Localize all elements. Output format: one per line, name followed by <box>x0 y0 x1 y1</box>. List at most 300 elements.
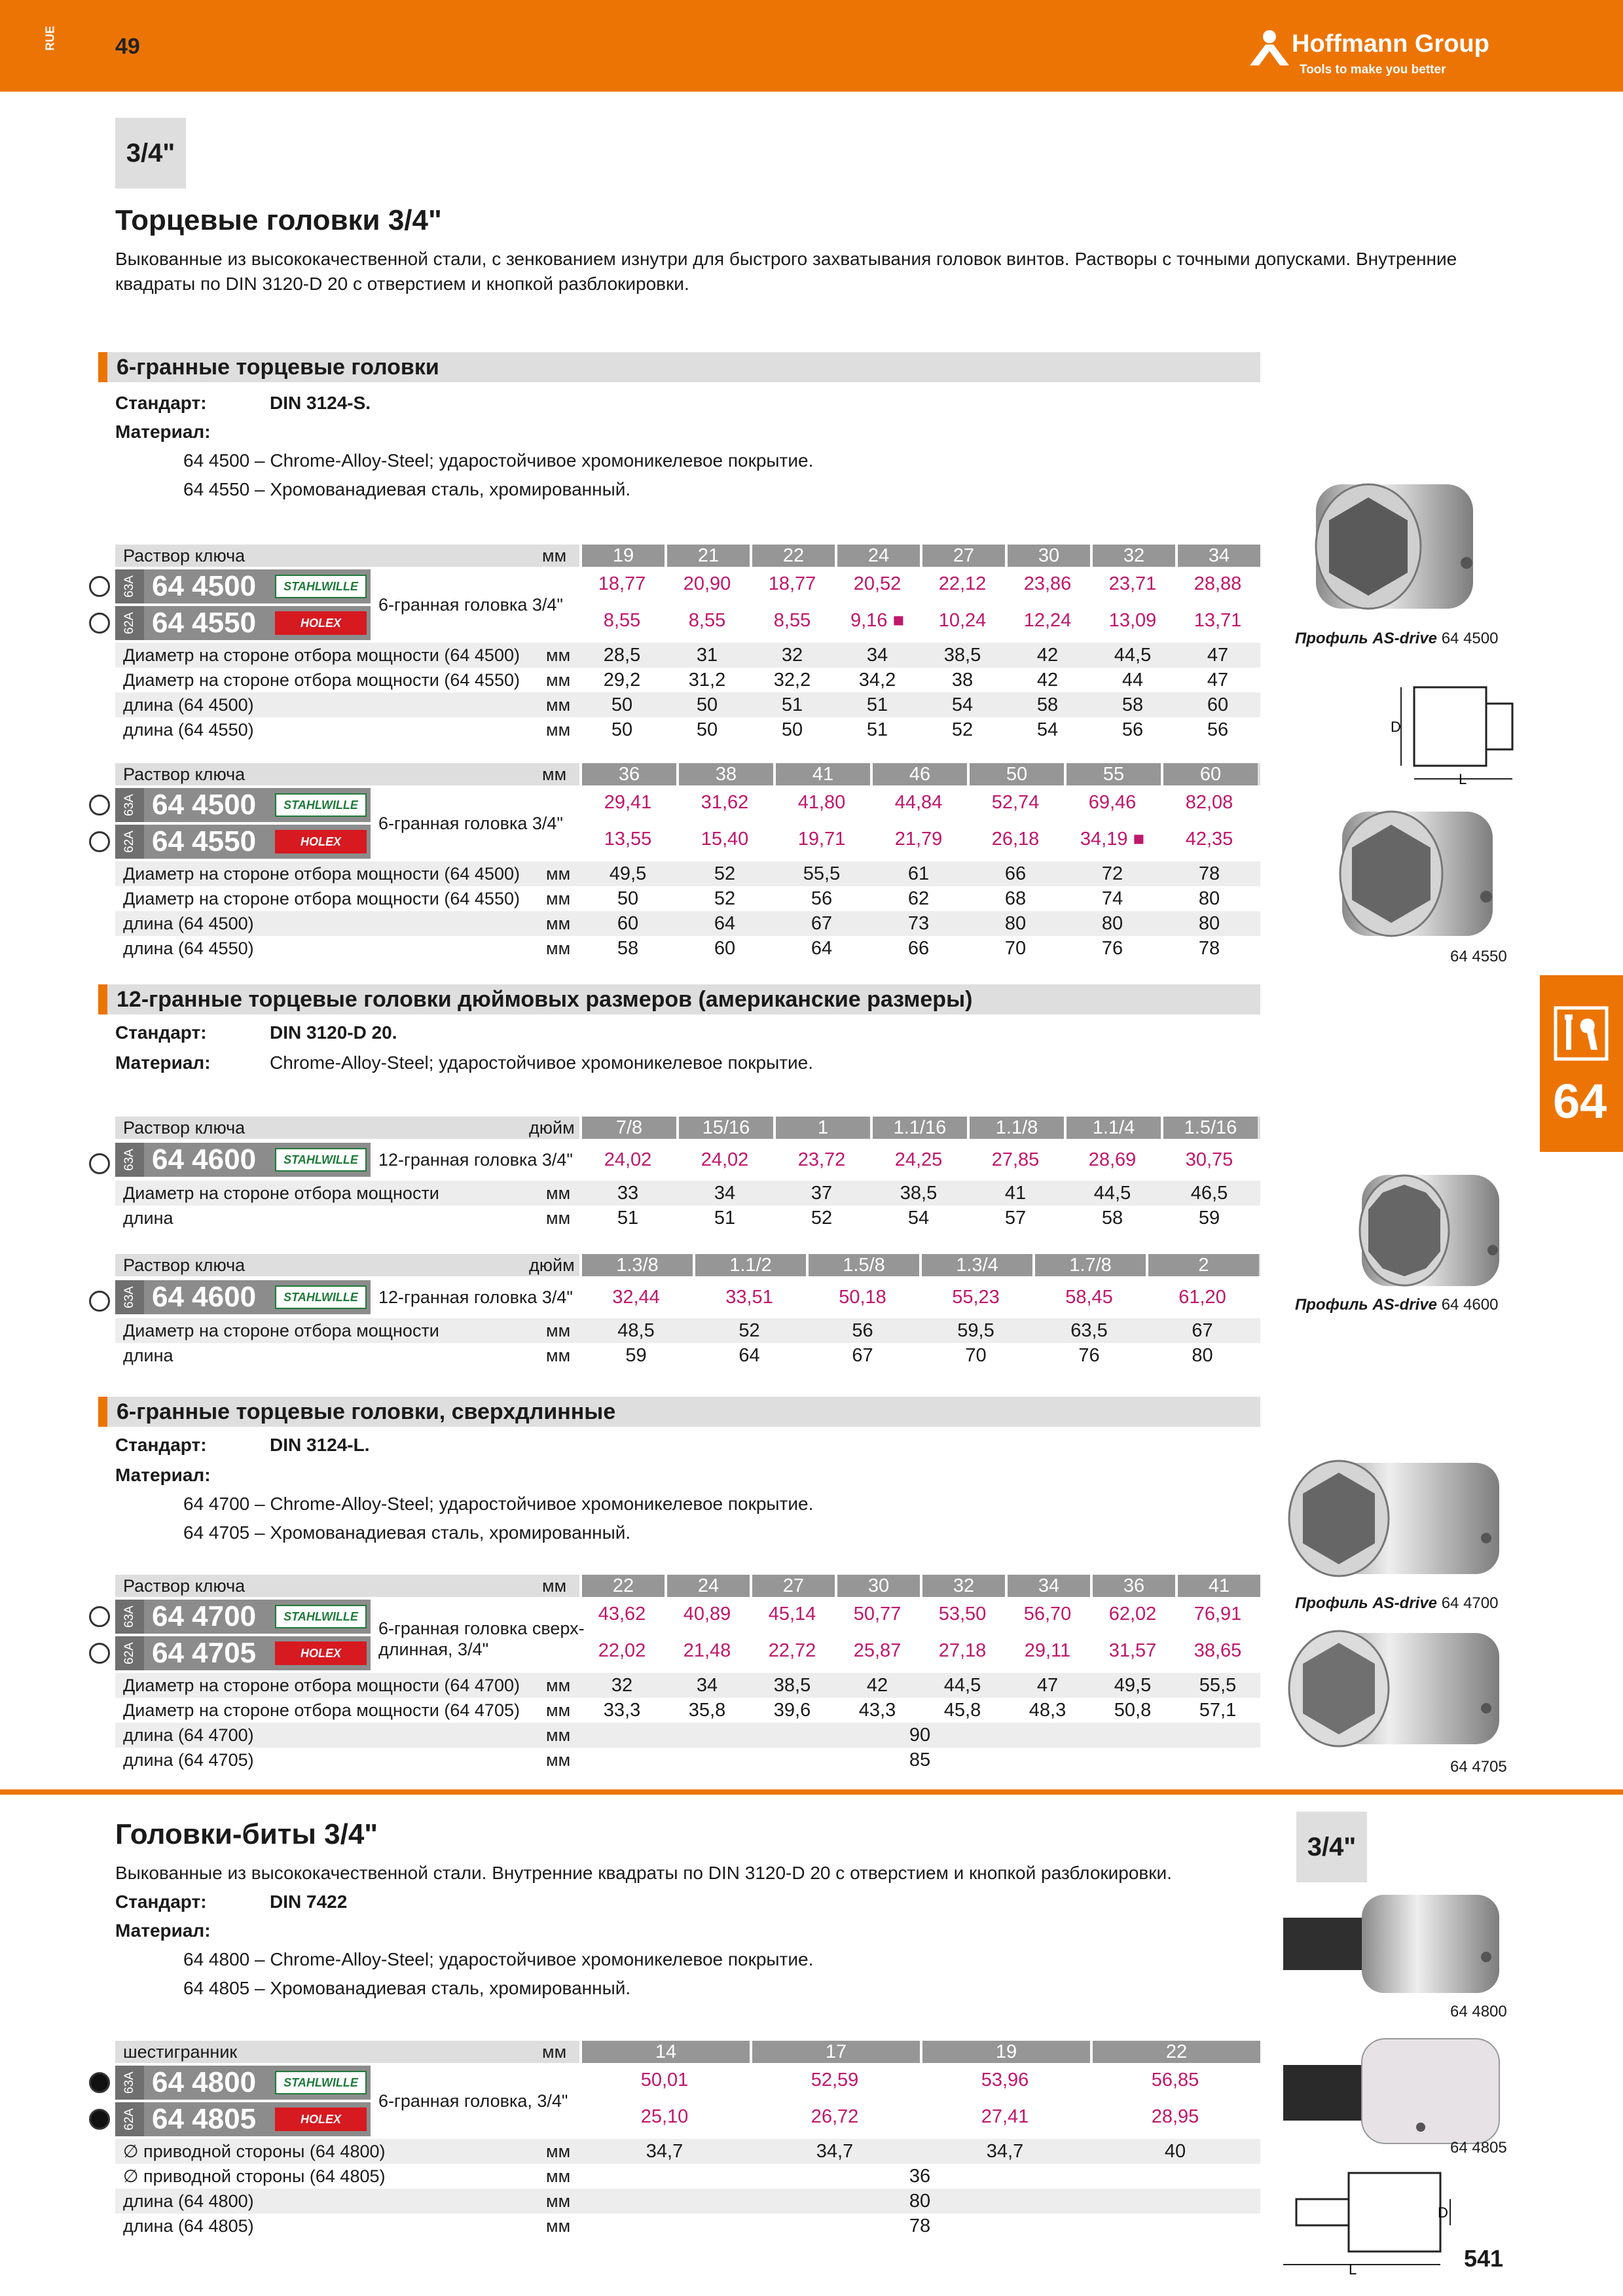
size-cell: 41 <box>773 763 870 785</box>
spec-row <box>115 861 1260 886</box>
spec-cell: 68 <box>1004 888 1027 909</box>
spec-unit: мм <box>546 1749 571 1770</box>
catalog-code: 63A <box>115 788 144 822</box>
spec-unit: мм <box>546 2215 571 2236</box>
spec-cell: 51 <box>617 1207 639 1229</box>
standard-value: DIN 3124-S. <box>270 393 371 413</box>
spec-unit: мм <box>546 2191 571 2211</box>
catalog-code: 63A <box>115 1280 144 1314</box>
caption-code: 64 4500 <box>1441 630 1499 647</box>
spec-cell: 67 <box>1192 1319 1213 1341</box>
spec-cell: 50 <box>781 719 803 740</box>
spec-label: длина <box>123 1345 173 1365</box>
spec-cell: 66 <box>907 937 930 959</box>
spec-cell: 29,2 <box>603 669 641 691</box>
spec-row <box>115 643 1260 668</box>
size-cell: 27 <box>750 1575 835 1597</box>
product-number[interactable]: 64 4550 <box>152 607 257 639</box>
product-name: 12-гранная головка 3/4" <box>378 1150 573 1170</box>
brand-stahlwille-logo: STAHLWILLE <box>275 1605 367 1628</box>
spec-cell: 61 <box>907 863 930 884</box>
spec-cell-span: 90 <box>909 1724 931 1746</box>
price-cell: 22,12 <box>938 573 987 594</box>
spec-cell: 38 <box>951 669 974 691</box>
material-label: Материал: <box>115 422 211 442</box>
size-cell: 24 <box>665 1575 750 1597</box>
price-cell: 10,24 <box>938 610 987 631</box>
price-cell: 23,86 <box>1023 573 1072 594</box>
spec-cell: 80 <box>1101 912 1123 934</box>
price-cell: 24,25 <box>894 1149 943 1170</box>
price-cell: 18,77 <box>598 573 646 594</box>
select-radio-644705[interactable] <box>89 1643 110 1664</box>
spec-cell: 62 <box>907 888 930 909</box>
price-cell: 58,45 <box>1065 1287 1113 1308</box>
size-cell: 46 <box>870 763 967 785</box>
spec-cell: 72 <box>1101 863 1123 884</box>
price-cell: 69,46 <box>1088 792 1137 813</box>
spec-cell: 60 <box>714 937 736 959</box>
brand-holex-logo: HOLEX <box>275 1641 367 1665</box>
product-name-line-1: 6-гранная головка сверх- <box>378 1619 585 1638</box>
spec-cell: 48,5 <box>617 1319 655 1341</box>
spec-unit: мм <box>546 1208 571 1228</box>
price-cell: 33,51 <box>725 1287 773 1308</box>
spec-cell: 60 <box>1207 694 1229 715</box>
size-badge: 3/4" <box>115 118 186 188</box>
spec-label: Диаметр на стороне отбора мощности (64 4550) <box>123 670 520 690</box>
price-cell: 26,18 <box>991 829 1040 850</box>
spec-unit: мм <box>546 888 571 908</box>
spec-unit: мм <box>546 2141 571 2161</box>
select-radio-644550[interactable] <box>89 831 110 852</box>
spec-label: Диаметр на стороне отбора мощности <box>123 1183 439 1203</box>
bit-dimension-diagram <box>1277 2160 1473 2278</box>
spec-cell: 49,5 <box>1114 1674 1152 1696</box>
product-number[interactable]: 64 4800 <box>152 2066 257 2098</box>
product-number[interactable]: 64 4550 <box>152 825 257 857</box>
product-row-644500[interactable] <box>115 569 371 603</box>
spec-label: Диаметр на стороне отбора мощности (64 4705) <box>123 1700 520 1720</box>
size-badge: 3/4" <box>1296 1812 1367 1882</box>
size-cell: 38 <box>676 763 773 785</box>
spec-cell: 73 <box>907 912 930 934</box>
price-cell: 13,09 <box>1108 610 1157 631</box>
caption-code: 64 4800 <box>1450 2003 1507 2020</box>
spec-cell: 34 <box>696 1674 718 1696</box>
price-cell: 27,85 <box>991 1149 1040 1170</box>
spec-cell: 76 <box>1101 937 1123 959</box>
catalog-code: 62A <box>115 825 144 859</box>
spec-cell: 57 <box>1004 1207 1027 1229</box>
spec-cell: 41 <box>1004 1182 1027 1204</box>
price-cell: 52,59 <box>811 2070 859 2090</box>
size-unit: дюйм <box>529 1117 575 1138</box>
catalog-code: 63A <box>115 1143 144 1177</box>
size-cell: 7/8 <box>579 1117 676 1139</box>
catalog-code: 63A <box>115 569 144 603</box>
price-cell: 9,16 ■ <box>850 610 904 631</box>
spec-cell: 35,8 <box>688 1699 726 1721</box>
spec-cell: 52 <box>714 888 736 909</box>
catalog-code: 62A <box>115 1636 144 1670</box>
spec-cell: 49,5 <box>609 863 647 884</box>
price-cell: 53,96 <box>981 2070 1029 2090</box>
spec-cell: 42 <box>1036 669 1059 691</box>
table-header-row <box>115 763 1260 785</box>
spec-cell: 45,8 <box>943 1699 981 1721</box>
price-cell: 82,08 <box>1185 792 1233 813</box>
spec-cell: 70 <box>965 1344 987 1366</box>
size-cell: 15/16 <box>676 1117 773 1139</box>
size-header-label: Раствор ключа <box>123 1117 246 1138</box>
table-header-row <box>115 1117 1260 1139</box>
section-title-bit-sockets: Головки-биты 3/4" <box>115 1818 378 1850</box>
spec-cell: 58 <box>1036 694 1059 715</box>
brand-stahlwille-logo: STAHLWILLE <box>275 1148 367 1172</box>
spec-label: Диаметр на стороне отбора мощности (64 4500) <box>123 645 520 665</box>
price-cell: 28,69 <box>1088 1149 1137 1170</box>
material-label: Материал: <box>115 1920 211 1941</box>
spec-row <box>115 936 1260 961</box>
spec-label: Диаметр на стороне отбора мощности (64 4500) <box>123 863 520 884</box>
spec-cell: 54 <box>907 1207 930 1229</box>
product-row-644500[interactable] <box>115 788 371 822</box>
spec-cell: 59 <box>1198 1207 1220 1229</box>
product-name: 6-гранная головка, 3/4" <box>378 2091 568 2111</box>
size-cell: 24 <box>835 545 920 567</box>
spec-cell: 33,3 <box>603 1699 641 1721</box>
size-cell: 32 <box>1090 545 1175 567</box>
spec-unit: мм <box>546 1345 571 1365</box>
price-cell: 56,85 <box>1151 2070 1199 2090</box>
spec-cell: 80 <box>1004 912 1027 934</box>
spec-row <box>115 1723 1260 1748</box>
size-cell: 2 <box>1146 1254 1259 1276</box>
description-line-1: Выкованные из высококачественной стали, с зенкованием изнутри для быстрого захватывания головок винтов. Растворы с точными допусками. Внутренние <box>115 249 1457 269</box>
price-cell: 31,57 <box>1108 1640 1157 1661</box>
catalog-code: 63A <box>115 2066 144 2100</box>
spec-cell: 56 <box>811 888 833 909</box>
price-cell: 8,55 <box>603 610 641 631</box>
spec-cell: 58 <box>1122 694 1144 715</box>
spec-cell: 56 <box>1122 719 1144 740</box>
price-cell: 24,02 <box>701 1149 749 1170</box>
table-header-row <box>115 1575 1260 1597</box>
spec-cell: 38,5 <box>773 1674 811 1696</box>
spec-cell: 46,5 <box>1190 1182 1228 1204</box>
spec-cell-span: 36 <box>909 2165 931 2187</box>
price-cell: 62,02 <box>1108 1604 1157 1624</box>
spec-row <box>115 2214 1260 2238</box>
spec-cell: 50 <box>696 694 718 715</box>
spec-cell: 34 <box>866 644 888 666</box>
standard-value: DIN 3120-D 20. <box>270 1022 397 1043</box>
spec-cell: 57,1 <box>1199 1699 1237 1721</box>
product-row-644705[interactable] <box>115 1636 371 1670</box>
size-cell: 22 <box>1090 2041 1260 2063</box>
description-line-2: квадраты по DIN 3120-D 20 с отверстием и кнопкой разблокировки. <box>115 274 689 294</box>
standard-label: Стандарт: <box>115 1892 207 1912</box>
brand-holex-logo: HOLEX <box>275 830 367 853</box>
spec-label: длина (64 4705) <box>123 1749 254 1770</box>
price-cell: 12,24 <box>1023 610 1072 631</box>
chapter-tab <box>1540 975 1623 1152</box>
price-cell: 26,72 <box>811 2106 859 2127</box>
spec-cell: 50 <box>696 719 718 740</box>
spec-cell-span: 85 <box>909 1749 931 1770</box>
price-cell: 19,71 <box>797 829 846 850</box>
spec-cell: 44,5 <box>1093 1182 1131 1204</box>
size-cell: 1.1/2 <box>693 1254 806 1276</box>
spec-label: Диаметр на стороне отбора мощности (64 4550) <box>123 888 520 908</box>
size-header-label: Раствор ключа <box>123 1255 246 1275</box>
price-cell: 42,35 <box>1185 829 1233 850</box>
price-cell: 25,10 <box>640 2106 689 2127</box>
socket-644600-image <box>1349 1165 1512 1296</box>
price-cell: 21,79 <box>894 829 943 850</box>
size-cell: 30 <box>835 1575 920 1597</box>
select-radio-644500[interactable] <box>89 576 110 597</box>
spec-unit: мм <box>546 1700 571 1720</box>
dimension-d-label: D <box>1438 2204 1448 2221</box>
size-cell: 22 <box>579 1575 665 1597</box>
spec-cell: 80 <box>1198 912 1220 934</box>
spec-cell: 38,5 <box>900 1182 938 1204</box>
spec-cell: 48,3 <box>1029 1699 1067 1721</box>
spec-cell: 63,5 <box>1070 1319 1108 1341</box>
size-cell: 19 <box>579 545 665 567</box>
spec-cell: 67 <box>852 1344 873 1366</box>
price-cell: 20,90 <box>683 573 731 594</box>
spec-cell: 58 <box>617 937 639 959</box>
product-row-644600[interactable] <box>115 1143 371 1177</box>
spec-cell-span: 78 <box>909 2215 931 2236</box>
price-cell: 21,48 <box>683 1640 731 1661</box>
price-cell: 31,62 <box>701 792 749 813</box>
size-cell: 36 <box>579 763 676 785</box>
page-title: Торцевые головки 3/4" <box>115 204 442 236</box>
size-cell: 1 <box>773 1117 870 1139</box>
size-unit: мм <box>542 545 567 565</box>
select-radio-644805[interactable] <box>89 2109 110 2130</box>
spec-cell: 58 <box>1101 1207 1123 1229</box>
spec-cell: 51 <box>866 694 888 715</box>
spec-unit: мм <box>546 938 571 958</box>
select-radio-644550[interactable] <box>89 613 110 634</box>
price-cell: 50,18 <box>839 1287 886 1308</box>
price-cell: 8,55 <box>773 610 811 631</box>
price-cell: 52,74 <box>991 792 1040 813</box>
price-cell: 56,70 <box>1023 1604 1072 1624</box>
product-row-644550[interactable] <box>115 825 371 859</box>
catalog-code: 62A <box>115 606 144 640</box>
spec-row <box>115 1206 1260 1230</box>
spec-cell: 44,5 <box>943 1674 981 1696</box>
spec-row <box>115 2164 1260 2189</box>
product-number[interactable]: 64 4705 <box>152 1637 257 1669</box>
spec-cell: 44 <box>1122 669 1144 691</box>
spec-cell: 54 <box>1036 719 1059 740</box>
spec-cell: 50 <box>617 888 639 909</box>
dimension-d-label: D <box>1391 719 1401 735</box>
spec-cell: 59,5 <box>957 1319 994 1341</box>
page-number-top: 49 <box>115 34 140 59</box>
spec-label: Диаметр на стороне отбора мощности <box>123 1320 439 1340</box>
logo-name: Hoffmann Group <box>1292 30 1489 58</box>
spec-cell: 55,5 <box>803 863 841 884</box>
dimension-l-label: L <box>1459 771 1467 785</box>
spec-label: Диаметр на стороне отбора мощности (64 4700) <box>123 1675 520 1695</box>
table-header-row <box>115 1254 1260 1276</box>
spec-cell: 60 <box>617 912 639 934</box>
size-cell: 60 <box>1161 763 1258 785</box>
spec-cell: 47 <box>1207 644 1229 666</box>
description: Выкованные из высококачественной стали. Внутренние квадраты по DIN 3120-D 20 с отверстием и кнопкой разблокировки. <box>115 1863 1172 1883</box>
price-cell: 30,75 <box>1185 1149 1233 1170</box>
chapter-number: 64 <box>1553 1074 1607 1128</box>
spec-label: длина (64 4800) <box>123 2191 254 2211</box>
product-row-644805[interactable] <box>115 2102 371 2136</box>
product-number[interactable]: 64 4500 <box>152 570 257 602</box>
section-heading-12pt: 12-гранные торцевые головки дюймовых размеров (американские размеры) <box>98 984 1260 1014</box>
size-cell: 1.5/16 <box>1161 1117 1258 1139</box>
spec-cell: 51 <box>866 719 888 740</box>
product-row-644550[interactable] <box>115 606 371 640</box>
catalog-code: 62A <box>115 2102 144 2136</box>
spec-unit: мм <box>546 913 571 933</box>
page-number-bottom: 541 <box>1464 2245 1504 2272</box>
select-radio-644700[interactable] <box>89 1606 110 1627</box>
material-line-1: 64 4500 – Chrome-Alloy-Steel; ударостойчивое хромоникелевое покрытие. <box>183 450 814 471</box>
table-header-row <box>115 2041 1260 2063</box>
spec-cell: 80 <box>1198 888 1220 909</box>
price-cell: 38,65 <box>1194 1640 1242 1661</box>
wrench-icon <box>1552 1004 1611 1063</box>
bit-socket-644805-image <box>1277 2029 1512 2153</box>
select-radio-644600[interactable] <box>89 1153 110 1174</box>
spec-cell: 64 <box>714 912 736 934</box>
standard-label: Стандарт: <box>115 1435 207 1455</box>
spec-cell: 76 <box>1078 1344 1100 1366</box>
price-cell: 22,72 <box>768 1640 816 1661</box>
product-row-644800[interactable] <box>115 2066 371 2100</box>
spec-cell: 32,2 <box>773 669 811 691</box>
price-cell: 28,88 <box>1194 573 1242 594</box>
spec-cell: 52 <box>714 863 736 884</box>
size-cell: 27 <box>920 545 1005 567</box>
socket-644500-image <box>1303 471 1499 622</box>
spec-cell: 33 <box>617 1182 639 1204</box>
spec-label: ∅ приводной стороны (64 4805) <box>123 2166 386 2186</box>
bit-socket-644800-image <box>1277 1885 1512 2003</box>
spec-unit: мм <box>546 1725 571 1745</box>
spec-row <box>115 911 1260 936</box>
caption-code: 64 4600 <box>1441 1296 1499 1314</box>
spec-cell: 31,2 <box>688 669 726 691</box>
spec-cell: 52 <box>811 1207 833 1229</box>
spec-label: длина (64 4805) <box>123 2215 254 2236</box>
spec-cell: 56 <box>1207 719 1229 740</box>
price-cell: 53,50 <box>938 1604 987 1624</box>
spec-row <box>115 886 1260 911</box>
spec-cell: 34,7 <box>816 2140 854 2162</box>
caption-code: 64 4805 <box>1450 2139 1507 2157</box>
price-cell: 32,44 <box>612 1287 660 1308</box>
spec-cell: 50 <box>611 694 633 715</box>
spec-label: длина (64 4550) <box>123 719 254 740</box>
product-row-644700[interactable] <box>115 1600 371 1634</box>
spec-cell: 32 <box>611 1674 633 1696</box>
spec-cell: 47 <box>1036 1674 1059 1696</box>
price-cell: 8,55 <box>688 610 726 631</box>
top-bar <box>0 0 1623 92</box>
product-row-644600[interactable] <box>115 1280 371 1314</box>
spec-row <box>115 717 1260 742</box>
language-tag: RUE <box>43 26 57 51</box>
section-heading-hex: 6-гранные торцевые головки <box>98 352 1260 382</box>
size-cell: 1.1/8 <box>967 1117 1064 1139</box>
standard-label: Стандарт: <box>115 393 207 413</box>
spec-unit: мм <box>546 1183 571 1203</box>
product-number[interactable]: 64 4600 <box>152 1281 257 1313</box>
product-number[interactable]: 64 4805 <box>152 2103 257 2135</box>
spec-cell: 42 <box>866 1674 888 1696</box>
spec-cell: 78 <box>1198 863 1220 884</box>
price-cell: 23,71 <box>1108 573 1157 594</box>
spec-cell: 67 <box>811 912 833 934</box>
standard-value: DIN 3124-L. <box>270 1435 370 1455</box>
section-divider <box>0 1789 1623 1795</box>
spec-cell: 42 <box>1036 644 1059 666</box>
price-cell: 13,71 <box>1194 610 1242 631</box>
spec-cell: 32 <box>781 644 803 666</box>
size-cell: 21 <box>665 545 750 567</box>
catalog-code: 63A <box>115 1600 144 1634</box>
brand-holex-logo: HOLEX <box>275 2108 367 2131</box>
spec-label: длина <box>123 1208 173 1228</box>
spec-row <box>115 668 1260 692</box>
material-line-1: 64 4700 – Chrome-Alloy-Steel; ударостойчивое хромоникелевое покрытие. <box>183 1494 814 1514</box>
dimension-l-label: L <box>1349 2261 1357 2278</box>
price-cell: 41,80 <box>797 792 846 813</box>
socket-644705-image <box>1277 1623 1512 1761</box>
select-radio-644800[interactable] <box>89 2072 110 2093</box>
product-number[interactable]: 64 4500 <box>152 789 257 821</box>
select-radio-644500[interactable] <box>89 795 110 816</box>
size-cell: 1.5/8 <box>806 1254 919 1276</box>
size-cell: 41 <box>1175 1575 1260 1597</box>
caption-profile-label: Профиль AS-drive <box>1295 630 1438 647</box>
product-number[interactable]: 64 4700 <box>152 1600 257 1632</box>
size-unit: мм <box>542 1575 567 1596</box>
product-number[interactable]: 64 4600 <box>152 1143 257 1175</box>
spec-row <box>115 1318 1260 1343</box>
size-cell: 1.3/4 <box>919 1254 1032 1276</box>
size-header-label: Раствор ключа <box>123 1575 246 1596</box>
spec-cell: 50 <box>611 719 633 740</box>
spec-unit: мм <box>546 2166 571 2186</box>
price-cell: 29,11 <box>1024 1640 1071 1661</box>
material-line-1: 64 4800 – Chrome-Alloy-Steel; ударостойчивое хромоникелевое покрытие. <box>183 1949 814 1969</box>
select-radio-644600[interactable] <box>89 1291 110 1312</box>
spec-cell: 56 <box>852 1319 873 1341</box>
caption-code: 64 4700 <box>1441 1594 1499 1612</box>
spec-cell: 38,5 <box>943 644 981 666</box>
size-cell: 1.1/4 <box>1064 1117 1161 1139</box>
spec-row <box>115 692 1260 717</box>
material-label: Материал: <box>115 1052 211 1073</box>
